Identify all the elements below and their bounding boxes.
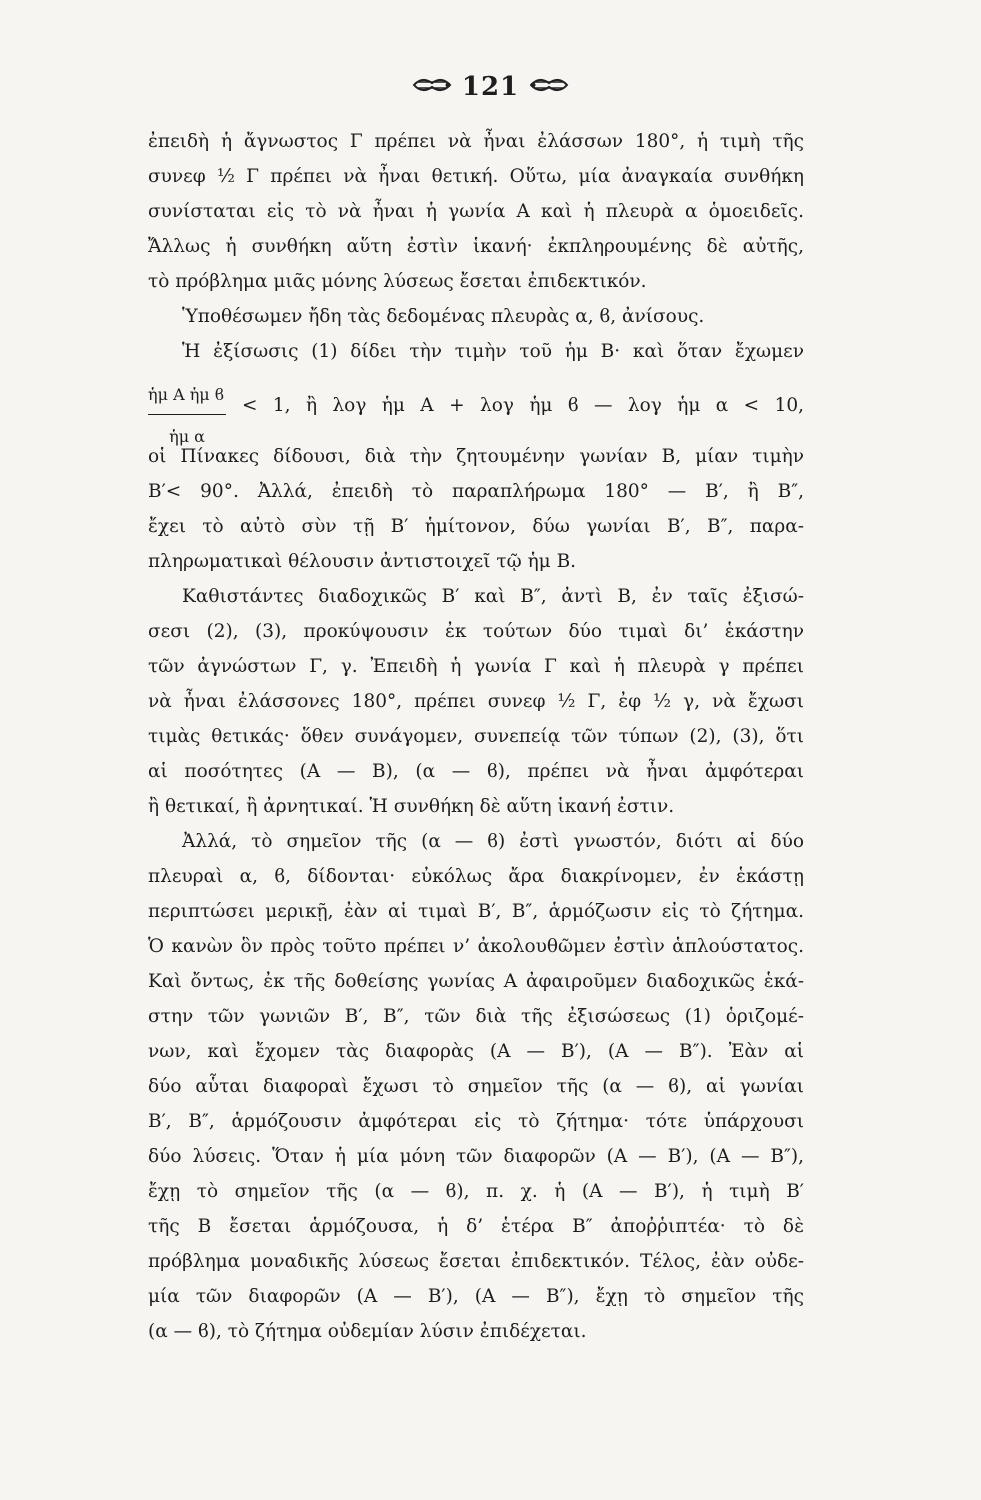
text-line: Ἄλλως ἡ συνθήκη αὕτη ἐστὶν ἱκανή· ἐκπληρουμένης δὲ αὐτῆς, bbox=[148, 236, 804, 257]
text-line: δύο αὗται διαφοραὶ ἔχωσι τὸ σημεῖον τῆς (α — ϐ), αἱ γωνίαι bbox=[148, 1076, 804, 1097]
text-line: οἱ Πίνακες δίδουσι, διὰ τὴν ζητουμένην γωνίαν Β, μίαν τιμὴν bbox=[148, 446, 804, 467]
text-line: Β′< 90°. Ἀλλά, ἐπειδὴ τὸ παραπλήρωμα 180° — Β′, ἢ Β″, bbox=[148, 481, 804, 502]
right-ornament-icon bbox=[529, 74, 569, 100]
text-line: νων, καὶ ἔχομεν τὰς διαφορὰς (Α — Β′), (Α — Β″). Ἐὰν αἱ bbox=[148, 1041, 804, 1062]
fraction-denominator: ἡμ α bbox=[169, 427, 205, 446]
text-line: αἱ ποσότητες (Α — Β), (α — ϐ), πρέπει νὰ ἦναι ἀμφότεραι bbox=[148, 761, 804, 782]
text-line: Ἡ ἐξίσωσις (1) δίδει τὴν τιμὴν τοῦ ἡμ Β· καὶ ὅταν ἔχωμεν bbox=[182, 341, 804, 362]
left-ornament-icon bbox=[412, 74, 452, 100]
text-line: (α — ϐ), τὸ ζήτημα οὐδεμίαν λύσιν ἐπιδέχεται. bbox=[148, 1321, 587, 1342]
page-header bbox=[0, 72, 981, 102]
text-line: ἔχει τὸ αὐτὸ σὺν τῇ Β′ ἡμίτονον, δύω γωνίαι Β′, Β″, παρα- bbox=[148, 516, 804, 537]
text-line: ἐπειδὴ ἡ ἄγνωστος Γ πρέπει νὰ ἦναι ἐλάσσων 180°, ἡ τιμὴ τῆς bbox=[148, 131, 804, 152]
body-text bbox=[148, 124, 804, 1349]
text-line: Β′, Β″, ἁρμόζουσιν ἀμφότεραι εἰς τὸ ζήτημα· τότε ὑπάρχουσι bbox=[148, 1111, 804, 1132]
text-line: δύο λύσεις. Ὅταν ἡ μία μόνη τῶν διαφορῶν (Α — Β′), (Α — Β″), bbox=[148, 1146, 804, 1167]
text-line: νὰ ἦναι ἐλάσσονες 180°, πρέπει συνεφ ½ Γ, ἐφ ½ γ, νὰ ἔχωσι bbox=[148, 691, 804, 712]
text-line: μία τῶν διαφορῶν (Α — Β′), (Α — Β″), ἔχῃ τὸ σημεῖον τῆς bbox=[148, 1286, 804, 1307]
fraction-numerator: ἡμ Α ἡμ ϐ bbox=[148, 377, 226, 415]
text-line: σεσι (2), (3), προκύψουσιν ἐκ τούτων δύο τιμαὶ δι’ ἑκάστην bbox=[148, 621, 804, 642]
text-line: Καὶ ὄντως, ἐκ τῆς δοθείσης γωνίας Α ἀφαιροῦμεν διαδοχικῶς ἑκά- bbox=[148, 971, 804, 992]
text-line: στην τῶν γωνιῶν Β′, Β″, τῶν διὰ τῆς ἐξισώσεως (1) ὁριζομέ- bbox=[148, 1006, 804, 1027]
formula-line bbox=[148, 369, 804, 446]
text-line: πλευραὶ α, ϐ, δίδονται· εὐκόλως ἄρα διακρίνομεν, ἐν ἑκάστῃ bbox=[148, 866, 804, 887]
text-line: τιμὰς θετικάς· ὅθεν συνάγομεν, συνεπείᾳ τῶν τύπων (2), (3), ὅτι bbox=[148, 726, 804, 747]
text-line: Ὑποθέσωμεν ἤδη τὰς δεδομένας πλευρὰς α, ϐ, ἀνίσους. bbox=[182, 306, 705, 327]
text-line: συνεφ ½ Γ πρέπει νὰ ἦναι θετική. Οὕτω, μία ἀναγκαία συνθήκη bbox=[148, 166, 804, 187]
text-line: ἔχῃ τὸ σημεῖον τῆς (α — ϐ), π. χ. ἡ (Α — Β′), ἡ τιμὴ Β′ bbox=[148, 1181, 804, 1202]
text-line: ἢ θετικαί, ἢ ἀρνητικαί. Ἡ συνθήκη δὲ αὕτη ἱκανή ἐστιν. bbox=[148, 796, 675, 817]
text-line: περιπτώσει μερικῇ, ἐὰν αἱ τιμαὶ Β′, Β″, ἁρμόζωσιν εἰς τὸ ζήτημα. bbox=[148, 901, 804, 922]
text-line: Ὁ κανὼν ὃν πρὸς τοῦτο πρέπει ν’ ἀκολουθῶμεν ἐστὶν ἁπλούστατος. bbox=[148, 936, 804, 957]
text-line: Καθιστάντες διαδοχικῶς Β′ καὶ Β″, ἀντὶ Β, ἐν ταῖς ἐξισώ- bbox=[182, 586, 804, 607]
text-line: συνίσταται εἰς τὸ νὰ ἦναι ἡ γωνία Α καὶ ἡ πλευρὰ α ὁμοειδεῖς. bbox=[148, 201, 804, 222]
text-line: τῶν ἀγνώστων Γ, γ. Ἐπειδὴ ἡ γωνία Γ καὶ ἡ πλευρὰ γ πρέπει bbox=[148, 656, 804, 677]
text-line: Ἀλλά, τὸ σημεῖον τῆς (α — ϐ) ἐστὶ γνωστόν, διότι αἱ δύο bbox=[182, 831, 804, 852]
text-line: πληρωματικαὶ θέλουσιν ἀντιστοιχεῖ τῷ ἡμ Β. bbox=[148, 551, 577, 572]
text-line: τὸ πρόβλημα μιᾶς μόνης λύσεως ἔσεται ἐπιδεκτικόν. bbox=[148, 271, 647, 292]
text-line: τῆς Β ἔσεται ἁρμόζουσα, ἡ δ’ ἑτέρα Β″ ἀποῤῥιπτέα· τὸ δὲ bbox=[148, 1216, 804, 1237]
page-number: 121 bbox=[461, 72, 520, 102]
formula-rest: < 1, ἢ λογ ἡμ Α + λογ ἡμ ϐ — λογ ἡμ α < 10, bbox=[242, 395, 804, 416]
text-line: πρόβλημα μοναδικῆς λύσεως ἔσεται ἐπιδεκτικόν. Τέλος, ἐὰν οὐδε- bbox=[148, 1251, 804, 1272]
fraction bbox=[148, 377, 226, 454]
